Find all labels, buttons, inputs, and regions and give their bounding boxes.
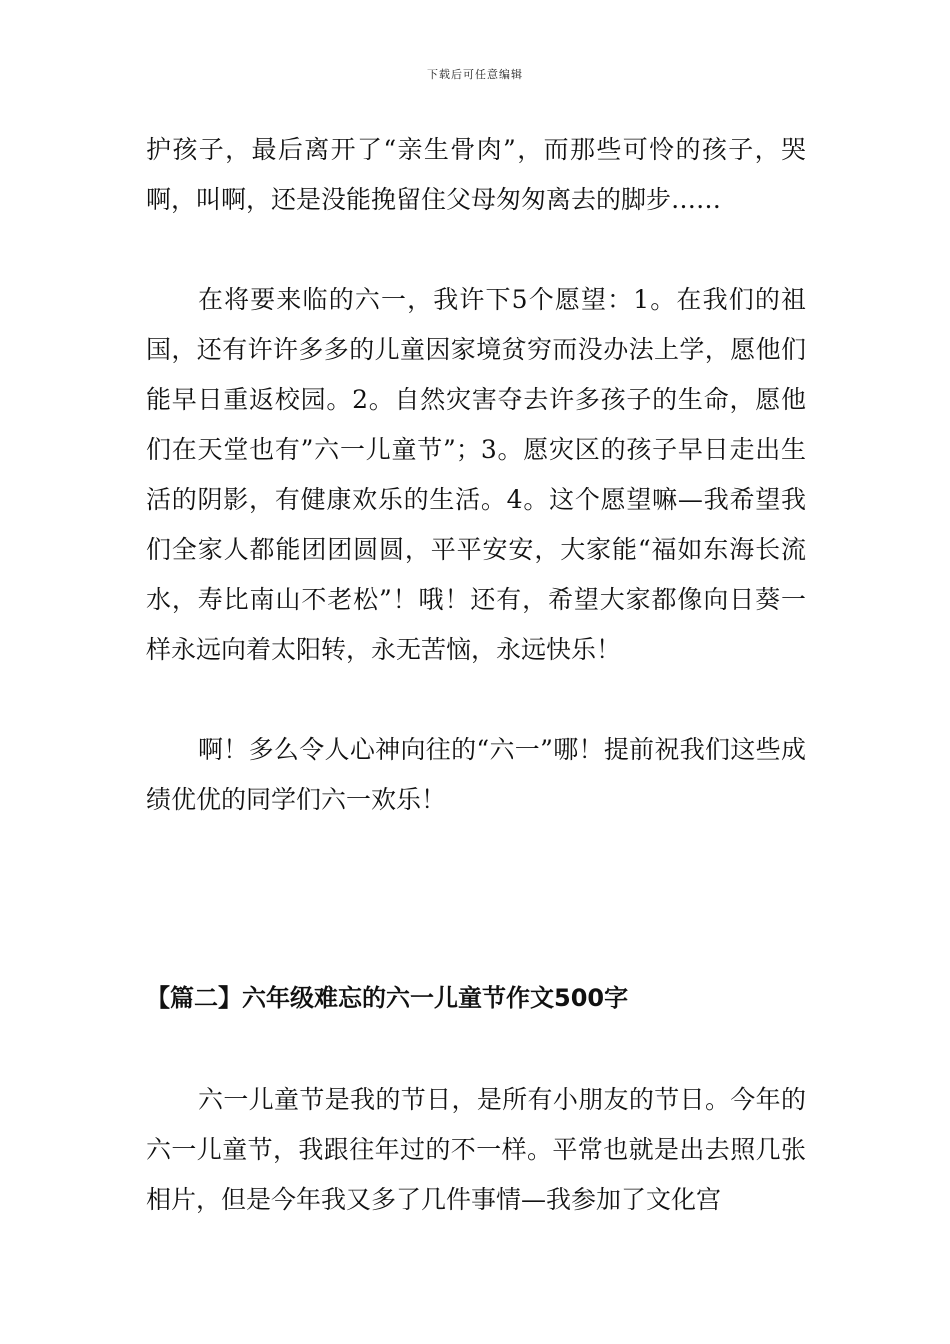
paragraph-wishes: 在将要来临的六一，我许下5个愿望：1。在我们的祖国，还有许许多多的儿童因家境贫穷而没办法上学，愿他们能早日重返校园。2。自然灾害夺去许多孩子的生命，愿他们在天堂也有”六一儿童节”；3。愿灾区的孩子早日走出生活的阴影，有健康欢乐的生活。4。这个愿望嘛—我希望我们全家人都能团团圆圆，平平安安，大家能“福如东海长流水，寿比南山不老松”！哦！还有，希望大家都像向日葵一样永远向着太阳转，永无苦恼，永远快乐！ [146, 285, 806, 664]
header-note: 下载后可任意编辑 [427, 68, 523, 81]
section-heading: 【篇二】六年级难忘的六一儿童节作文500字 [146, 984, 629, 1012]
paragraph-continuation: 护孩子，最后离开了“亲生骨肉”，而那些可怜的孩子，哭啊，叫啊，还是没能挽留住父母匆匆离去的脚步…… [146, 135, 806, 214]
paragraph-closing: 啊！多么令人心神向往的“六一”哪！提前祝我们这些成绩优优的同学们六一欢乐！ [146, 735, 806, 814]
paragraph-essay-two: 六一儿童节是我的节日，是所有小朋友的节日。今年的六一儿童节，我跟往年过的不一样。平常也就是出去照几张相片，但是今年我又多了几件事情—我参加了文化宫 [146, 1085, 806, 1214]
